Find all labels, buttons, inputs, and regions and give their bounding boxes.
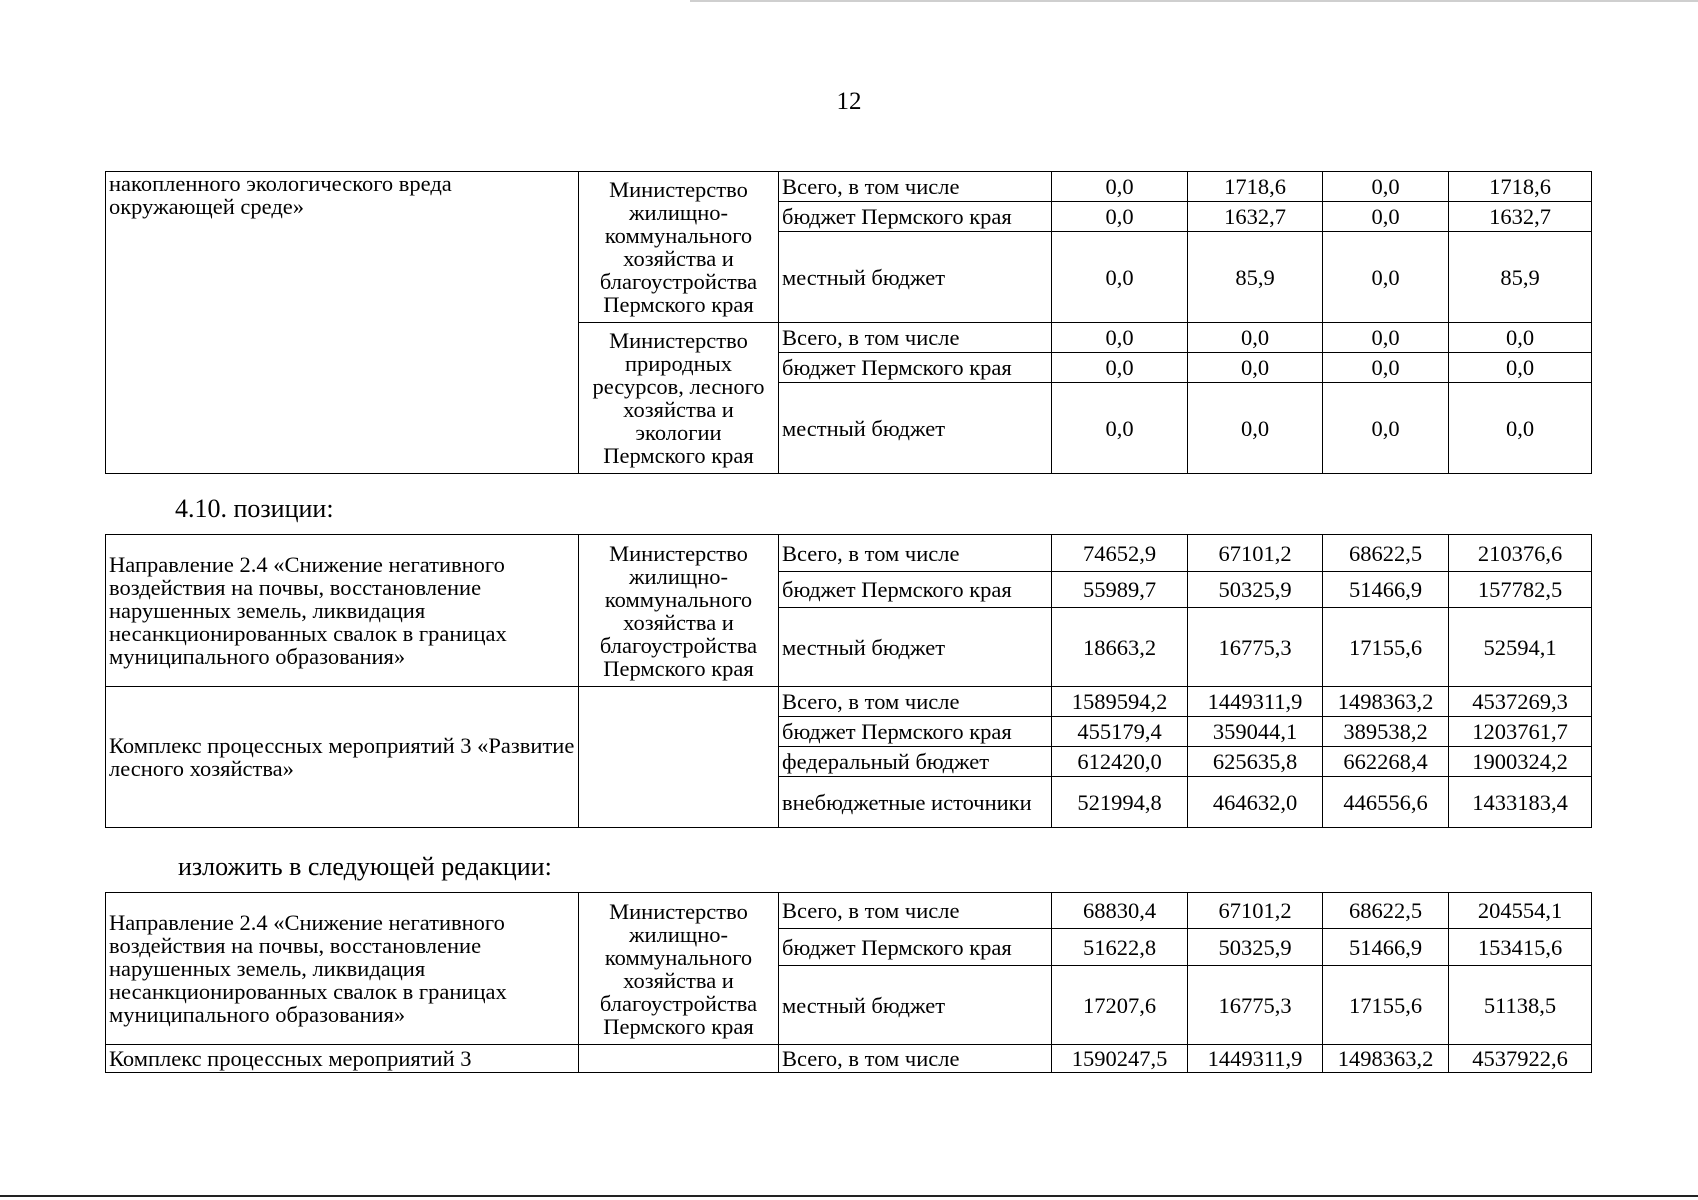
value-cell: 0,0 — [1323, 353, 1449, 383]
total-cell: 0,0 — [1449, 383, 1592, 474]
total-cell: 51138,5 — [1449, 966, 1592, 1045]
responsible-cell: Министерство природных ресурсов, лесного хозяйства и экологии Пермского края — [579, 323, 779, 474]
total-cell: 1900324,2 — [1449, 747, 1592, 777]
section-heading-positions: 4.10. позиции: — [175, 494, 334, 523]
value-cell: 51622,8 — [1052, 929, 1188, 966]
value-cell: 359044,1 — [1188, 717, 1323, 747]
value-cell: 464632,0 — [1188, 777, 1323, 828]
value-cell: 0,0 — [1323, 172, 1449, 202]
value-cell: 0,0 — [1323, 202, 1449, 232]
direction-cell: накопленного экологического вреда окружающей среде» — [106, 172, 579, 474]
value-cell: 50325,9 — [1188, 572, 1323, 608]
value-cell: 0,0 — [1323, 323, 1449, 353]
responsible-cell — [579, 1045, 779, 1073]
table-row — [106, 687, 1592, 717]
section-heading-new-edition: изложить в следующей редакции: — [178, 852, 552, 881]
value-cell: 389538,2 — [1323, 717, 1449, 747]
table-row — [106, 172, 1592, 202]
direction-cell: Комплекс процессных мероприятий 3 — [106, 1045, 579, 1073]
value-cell: 55989,7 — [1052, 572, 1188, 608]
value-cell: 1589594,2 — [1052, 687, 1188, 717]
value-cell: 16775,3 — [1188, 966, 1323, 1045]
source-cell: Всего, в том числе — [779, 687, 1052, 717]
value-cell: 446556,6 — [1323, 777, 1449, 828]
source-cell: Всего, в том числе — [779, 1045, 1052, 1073]
value-cell: 0,0 — [1188, 323, 1323, 353]
value-cell: 51466,9 — [1323, 929, 1449, 966]
direction-cell: Комплекс процессных мероприятий 3 «Развитие лесного хозяйства» — [106, 687, 579, 828]
value-cell: 0,0 — [1052, 172, 1188, 202]
total-cell: 1433183,4 — [1449, 777, 1592, 828]
total-cell: 52594,1 — [1449, 608, 1592, 687]
source-cell: Всего, в том числе — [779, 893, 1052, 929]
value-cell: 85,9 — [1188, 232, 1323, 323]
value-cell: 16775,3 — [1188, 608, 1323, 687]
table-row — [106, 893, 1592, 929]
source-cell: внебюджетные источники — [779, 777, 1052, 828]
total-cell: 4537269,3 — [1449, 687, 1592, 717]
value-cell: 521994,8 — [1052, 777, 1188, 828]
value-cell: 0,0 — [1052, 383, 1188, 474]
value-cell: 1718,6 — [1188, 172, 1323, 202]
table-row — [106, 535, 1592, 572]
value-cell: 455179,4 — [1052, 717, 1188, 747]
total-cell: 1203761,7 — [1449, 717, 1592, 747]
value-cell: 0,0 — [1052, 323, 1188, 353]
value-cell: 17207,6 — [1052, 966, 1188, 1045]
value-cell: 17155,6 — [1323, 608, 1449, 687]
value-cell: 74652,9 — [1052, 535, 1188, 572]
value-cell: 1590247,5 — [1052, 1045, 1188, 1073]
value-cell: 50325,9 — [1188, 929, 1323, 966]
source-cell: бюджет Пермского края — [779, 353, 1052, 383]
source-cell: бюджет Пермского края — [779, 717, 1052, 747]
value-cell: 17155,6 — [1323, 966, 1449, 1045]
scan-edge-top — [690, 0, 1698, 2]
total-cell: 1718,6 — [1449, 172, 1592, 202]
total-cell: 0,0 — [1449, 353, 1592, 383]
value-cell: 68830,4 — [1052, 893, 1188, 929]
value-cell: 0,0 — [1052, 202, 1188, 232]
table-row — [106, 1045, 1592, 1073]
source-cell: Всего, в том числе — [779, 323, 1052, 353]
responsible-cell: Министерство жилищно-коммунального хозяйства и благоустройства Пермского края — [579, 535, 779, 687]
total-cell: 0,0 — [1449, 323, 1592, 353]
total-cell: 1632,7 — [1449, 202, 1592, 232]
value-cell: 1449311,9 — [1188, 687, 1323, 717]
value-cell: 612420,0 — [1052, 747, 1188, 777]
value-cell: 68622,5 — [1323, 535, 1449, 572]
value-cell: 0,0 — [1323, 383, 1449, 474]
value-cell: 0,0 — [1188, 383, 1323, 474]
total-cell: 153415,6 — [1449, 929, 1592, 966]
source-cell: бюджет Пермского края — [779, 929, 1052, 966]
source-cell: местный бюджет — [779, 608, 1052, 687]
source-cell: бюджет Пермского края — [779, 572, 1052, 608]
source-cell: Всего, в том числе — [779, 535, 1052, 572]
total-cell: 4537922,6 — [1449, 1045, 1592, 1073]
value-cell: 1498363,2 — [1323, 1045, 1449, 1073]
value-cell: 0,0 — [1052, 232, 1188, 323]
source-cell: Всего, в том числе — [779, 172, 1052, 202]
value-cell: 68622,5 — [1323, 893, 1449, 929]
value-cell: 1498363,2 — [1323, 687, 1449, 717]
value-cell: 1449311,9 — [1188, 1045, 1323, 1073]
value-cell: 625635,8 — [1188, 747, 1323, 777]
value-cell: 662268,4 — [1323, 747, 1449, 777]
value-cell: 67101,2 — [1188, 893, 1323, 929]
value-cell: 51466,9 — [1323, 572, 1449, 608]
source-cell: местный бюджет — [779, 383, 1052, 474]
value-cell: 0,0 — [1052, 353, 1188, 383]
value-cell: 0,0 — [1323, 232, 1449, 323]
scan-edge-bottom — [0, 1195, 1698, 1197]
page-number: 12 — [836, 88, 862, 115]
budget-table-new — [105, 892, 1592, 1073]
direction-cell: Направление 2.4 «Снижение негативного воздействия на почвы, восстановление нарушенных земель, ликвидация несанкционированных свалок в границах муниципального образования» — [106, 893, 579, 1045]
budget-table-continued — [105, 171, 1592, 474]
value-cell: 1632,7 — [1188, 202, 1323, 232]
source-cell: местный бюджет — [779, 966, 1052, 1045]
total-cell: 85,9 — [1449, 232, 1592, 323]
value-cell: 18663,2 — [1052, 608, 1188, 687]
responsible-cell: Министерство жилищно-коммунального хозяйства и благоустройства Пермского края — [579, 172, 779, 323]
responsible-cell: Министерство жилищно-коммунального хозяйства и благоустройства Пермского края — [579, 893, 779, 1045]
source-cell: бюджет Пермского края — [779, 202, 1052, 232]
direction-cell: Направление 2.4 «Снижение негативного воздействия на почвы, восстановление нарушенных земель, ликвидация несанкционированных свалок в границах муниципального образования» — [106, 535, 579, 687]
value-cell: 67101,2 — [1188, 535, 1323, 572]
total-cell: 157782,5 — [1449, 572, 1592, 608]
total-cell: 210376,6 — [1449, 535, 1592, 572]
total-cell: 204554,1 — [1449, 893, 1592, 929]
source-cell: федеральный бюджет — [779, 747, 1052, 777]
budget-table-old — [105, 534, 1592, 828]
responsible-cell — [579, 687, 779, 828]
source-cell: местный бюджет — [779, 232, 1052, 323]
value-cell: 0,0 — [1188, 353, 1323, 383]
